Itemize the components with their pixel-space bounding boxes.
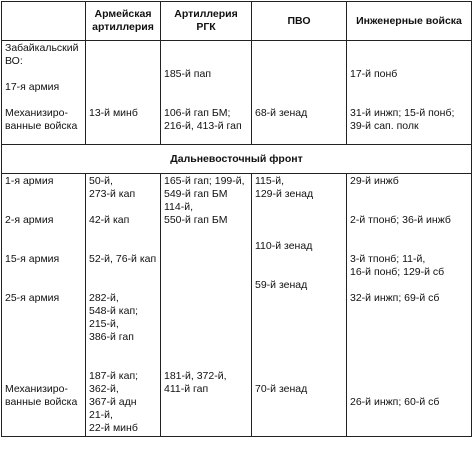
header-region [2,2,86,41]
section-row-far-east [2,145,472,174]
zabaikal-rgk-artillery-cell: 185-й пап 106-й гап БМ; 216-й, 413-й гап [161,41,252,145]
far-east-air-defense-cell: 115-й, 129-й зенад 110-й зенад 59-й зенад 70-й зенад [252,174,347,437]
far-east-region-cell: 1-я армия 2-я армия 15-я армия 25-я армия Механизиро-ванные войска [2,174,86,437]
far-east-army-artillery-cell: 50-й, 273-й кап 42-й кап 52-й, 76-й кап 282-й, 548-й кап; 215-й, 386-й гап 187-й кап; 362-й, 367-й адн 21-й, 22-й минб [86,174,161,437]
zabaikal-army-artillery-cell: 13-й минб [86,41,161,145]
table-header-row [2,2,472,41]
section-title-far-east: Дальневосточный фронт [2,145,472,174]
header-air-defense: ПВО [252,2,347,41]
far-east-engineer-cell: 29-й инжб 2-й тпонб; 36-й инжб 3-й тпонб; 11-й, 16-й понб; 129-й сб 32-й инжп; 69-й сб 26-й инжп; 60-й сб [347,174,472,437]
header-engineer-troops: Инженерные войска [347,2,472,41]
header-army-artillery: Армейская артиллерия [86,2,161,41]
zabaikal-region-cell: Забайкальский ВО: 17-я армия Механизиро-ванные войска [2,41,86,145]
military-units-table [1,1,472,437]
header-rgk-artillery: Артиллерия РГК [161,2,252,41]
zabaikal-engineer-cell: 17-й понб 31-й инжп; 15-й понб; 39-й сап. полк [347,41,472,145]
far-east-rgk-artillery-cell: 165-й гап; 199-й, 549-й гап БМ 114-й, 550-й гап БМ 181-й, 372-й, 411-й гап [161,174,252,437]
table-row-zabaikal [2,41,472,145]
zabaikal-air-defense-cell: 68-й зенад [252,41,347,145]
table-row-far-east [2,174,472,437]
